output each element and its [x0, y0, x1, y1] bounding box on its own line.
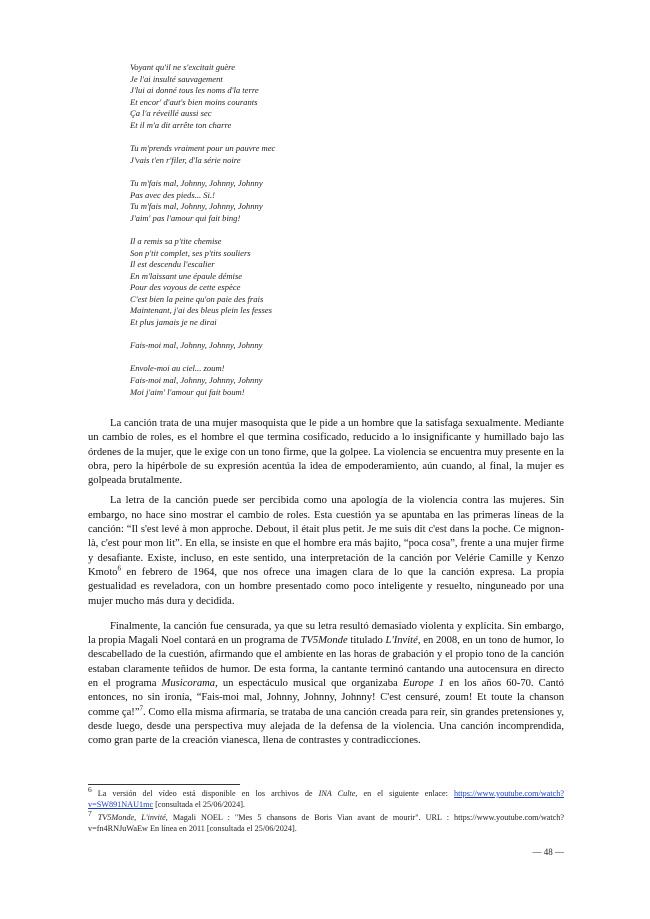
lyrics-line: Son p'tit complet, ses p'tits souliers: [130, 247, 251, 258]
footnotes: [88, 785, 565, 837]
lyrics-line: Moi j'aim' l'amour qui fait boum!: [130, 386, 245, 397]
paragraph-1: La canción trata de una mujer masoquista que le pide a un hombre que la satisfaga sexualmente. Mediante un cambio de roles, es el hombre el que termina cosificado, reducido a lo insignificante y humillado bajo las órdenes de la mujer, que le exige con un tono firme, que la golpee. La violencia se encuentra muy presente en la obra, pero la hipérbole de su expresión acentúa la idea de empoderamiento, aún cuando, al final, la mujer es golpeada brutalmente.: [88, 418, 564, 487]
lyrics-line: J'lui ai donné tous les noms d'la terre: [130, 85, 259, 96]
lyrics-line: Et il m'a dit arrête ton charre: [130, 119, 232, 130]
lyrics-line: Et plus jamais je ne dirai: [130, 317, 217, 328]
lyrics-line: Fais-moi mal, Johnny, Johnny, Johnny: [130, 375, 263, 386]
footnote-6-link[interactable]: https://www.youtube.com/watch?v=SW891NAU1mc: [88, 789, 564, 809]
lyrics-line: J'aim' pas l'amour qui fait bing!: [130, 212, 241, 223]
lyrics-line: C'est bien la peine qu'on paie des frais: [130, 293, 264, 304]
footnote-6: 6 La versión del vídeo está disponible en los archivos de INA Culte, en el siguiente enlace: https://www.youtube.com/watch?v=SW891NAU1mc [consultada el 25/06/2024].: [88, 785, 564, 809]
lyrics-line: Tu m'fais mal, Johnny, Johnny, Johnny: [130, 201, 263, 212]
lyrics-line: Tu m'prends vraiment pour un pauvre mec: [130, 143, 276, 154]
lyrics-line: Je l'ai insulté sauvagement: [130, 73, 223, 84]
lyrics-line: Il est descendu l'escalier: [130, 259, 215, 270]
lyrics-line: Ça l'a réveillé aussi sec: [130, 108, 212, 119]
paragraph-3: Finalmente, la canción fue censurada, ya que su letra resultó demasiado violenta y explícita. Sin embargo, la propia Magali Noel contará en un programa de TV5Monde titulado L'Invité, en 2008, en un tono de humor, lo descabellado de la cuestión, afirmando que el ambiente en las horas de grabación y el propio tono de la canción estaban claramente teñidos de humor. De esta forma, la cantante terminó cantando una autocensura en directo en el programa Musicorama, un espectáculo musical que organizaba Europe 1 en los años 60-70. Cantó entonces, no sin ironía, “Fais-moi mal, Johnny, Johnny, Johnny! C'est censuré, zoum! Et toute la chanson comme ça!”$^7$. Como ella misma afirmaría, se trataba de una canción creada para reír, sin grandes pretensiones y, desde luego, desde una perspectiva muy alejada de la defensa de la violencia. Una canción incomprendida, como gran parte de la creación vianesca, llena de contrastes y contradicciones.: [88, 620, 565, 747]
footnote-ref-7[interactable]: 7: [139, 704, 144, 713]
lyrics-stanza: [130, 178, 490, 224]
lyrics-line: Voyant qu'il ne s'excitait guère: [130, 62, 236, 72]
lyrics-stanza: [130, 340, 490, 352]
paragraph-2: La letra de la canción puede ser percibida como una apología de la violencia contra las mujeres. Sin embargo, no hace sino mostrar el cambio de roles. Esta cuestión ya se apuntaba en las primeras líneas de la canción: “Il s'est levé à mon approche. Debout, il était plus petit. Je me suis dit c'est dans la poche. Ce mignon-là, c'est pour mon lit”. En ella, se insiste en que el hombre era más bajito, “poca cosa”, frente a una mujer firme y desafiante. Existe, incluso, en este sentido, una interpretación de la canción por Velérie Camille y Kenzo Kmoto$^6$ en febrero de 1964, que nos ofrece una imagen clara de lo que la canción expresa. La propia gestualidad es reveladora, con un hombre presentado como poco inteligente y resuelto, ninguneado por una mujer mucho más dura y decidida.: [88, 495, 564, 607]
footnote-separator: [88, 784, 240, 785]
lyrics-line: Il a remis sa p'tite chemise: [130, 235, 222, 246]
lyrics-line: Envole-moi au ciel... zoum!: [130, 363, 225, 374]
footnote-ref-6[interactable]: 6: [117, 564, 121, 573]
lyrics-line: Pas avec des pieds... Si.!: [130, 189, 215, 200]
footnote-7: 7 TV5Monde, L'invité, Magali NOEL : "Mes 5 chansons de Boris Vian avant de mourir". URL : https://www.youtube.com/watch?v=fn4RNJuWaEw En línea en 2011 [consultada el 25/06/2024].: [88, 809, 565, 833]
lyrics-stanza: [130, 236, 490, 329]
page-number: — 48 —: [532, 847, 564, 857]
lyrics-line: Pour des voyous de cette espèce: [130, 282, 241, 293]
lyrics-line: Et encor' d'aut's bien moins courants: [130, 96, 258, 107]
body-text: [88, 417, 564, 749]
lyrics-line: Maintenant, j'ai des bleus plein les fesses: [130, 305, 272, 316]
song-lyrics: [130, 62, 490, 410]
lyrics-line: J'vais t'en r'filer, d'la série noire: [130, 154, 241, 165]
lyrics-stanza: [130, 143, 490, 166]
lyrics-line: Fais-moi mal, Johnny, Johnny, Johnny: [130, 340, 263, 351]
lyrics-line: En m'laissant une épaule démise: [130, 270, 243, 281]
lyrics-stanza: [130, 62, 490, 132]
lyrics-line: Tu m'fais mal, Johnny, Johnny, Johnny: [130, 177, 263, 188]
lyrics-stanza: [130, 363, 490, 398]
